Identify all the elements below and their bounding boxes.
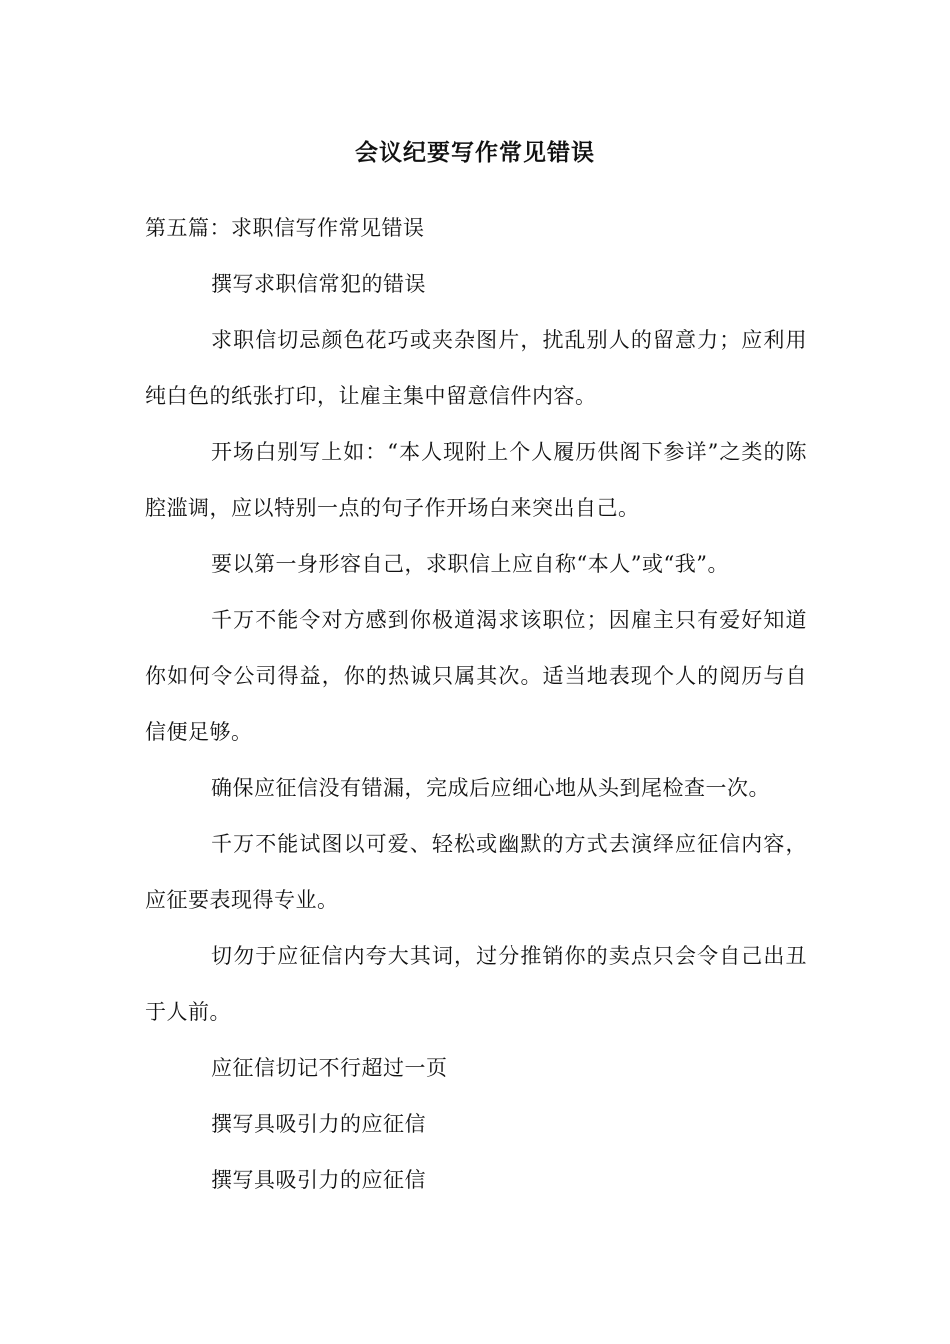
paragraph: 开场白别写上如：“本人现附上个人履历供阁下参详”之类的陈腔滥调，应以特别一点的句子作开场白来突出自己。 — [145, 440, 807, 520]
document-body — [145, 200, 807, 1208]
paragraph: 切勿于应征信内夸大其词，过分推销你的卖点只会令自己出丑于人前。 — [145, 944, 807, 1024]
section-heading: 第五篇：求职信写作常见错误 — [145, 216, 425, 240]
paragraph: 撰写具吸引力的应征信 — [211, 1112, 426, 1136]
paragraph: 要以第一身形容自己，求职信上应自称“本人”或“我”。 — [211, 552, 729, 576]
document-title: 会议纪要写作常见错误 — [355, 139, 595, 166]
paragraph: 撰写具吸引力的应征信 — [211, 1168, 426, 1192]
subheading: 撰写求职信常犯的错误 — [211, 272, 426, 296]
paragraph: 求职信切忌颜色花巧或夹杂图片，扰乱别人的留意力；应利用纯白色的纸张打印，让雇主集中留意信件内容。 — [145, 328, 807, 408]
paragraph: 应征信切记不行超过一页 — [211, 1056, 448, 1080]
paragraph: 确保应征信没有错漏，完成后应细心地从头到尾检查一次。 — [211, 776, 770, 800]
paragraph: 千万不能令对方感到你极道渴求该职位；因雇主只有爱好知道你如何令公司得益，你的热诚只属其次。适当地表现个人的阅历与自信便足够。 — [145, 608, 807, 744]
paragraph: 千万不能试图以可爱、轻松或幽默的方式去演绎应征信内容，应征要表现得专业。 — [145, 832, 807, 912]
